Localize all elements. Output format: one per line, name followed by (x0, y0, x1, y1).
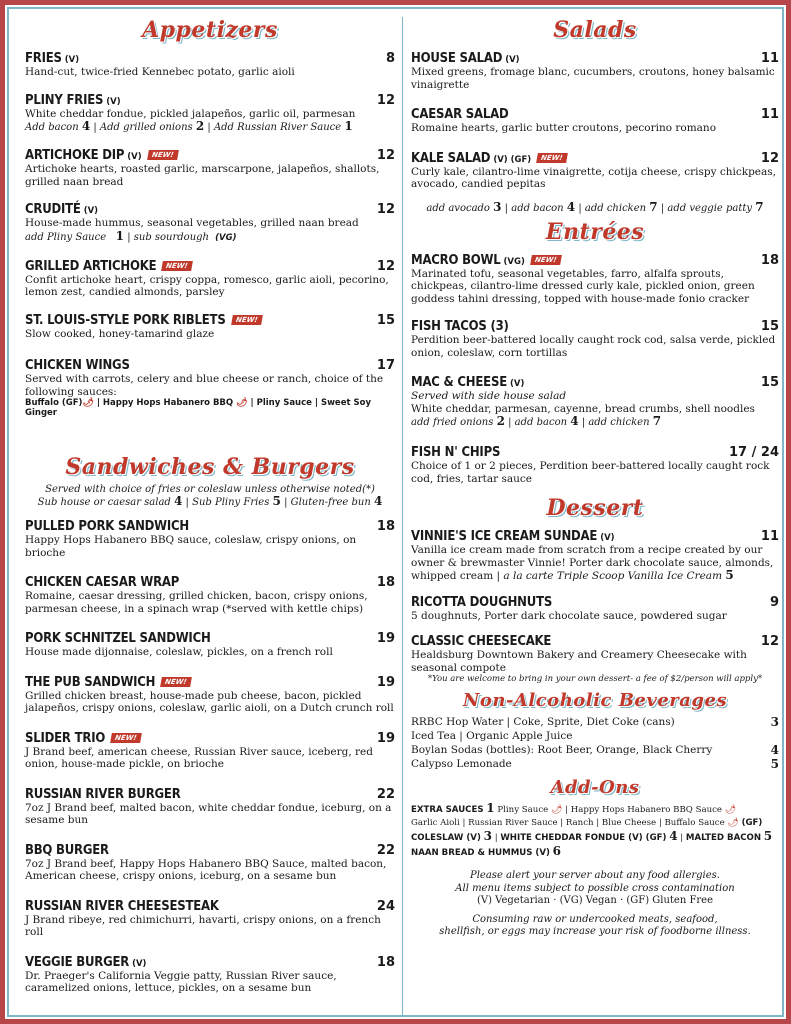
item-name: PORK SCHNITZEL SANDWICH (25, 631, 211, 646)
sauce-name: Happy Hops Habanero BBQ (102, 398, 234, 408)
addon-price: 7 (649, 199, 658, 214)
beverage-name: Iced Tea | Organic Apple Juice (411, 730, 573, 742)
addon-price: 5 (763, 829, 773, 843)
item-price: 19 (376, 631, 395, 646)
beverage-name: Boylan Sodas (bottles): Root Beer, Orange, Black Cherry (411, 744, 713, 756)
footer-line: Consuming raw or undercooked meats, seafood, (472, 913, 718, 925)
item-name: KALE SALAD (411, 150, 491, 166)
addon-label: add chicken (588, 417, 650, 428)
item-name: VEGGIE BURGER (25, 954, 130, 970)
item-name: SLIDER TRIO (25, 730, 106, 746)
item-desc: Hand-cut, twice-fried Kennebec potato, garlic aioli (25, 66, 295, 78)
item-desc: 7oz J Brand beef, malted bacon, white cheddar fondue, iceburg, on a sesame bun (25, 801, 392, 826)
addon-line: Add bacon 4 | Add grilled onions 2 | Add Russian River Sauce 1 (25, 119, 353, 133)
addon-label: add avocado (426, 202, 490, 214)
beverage-price: 4 (770, 743, 779, 757)
addon-label: WHITE CHEDDAR FONDUE (V) (GF) (500, 833, 667, 843)
beverage-name: Calypso Lemonade (411, 758, 512, 770)
chili-pepper-icon: 🌶 (724, 805, 737, 815)
item-desc: Vanilla ice cream made from scratch from a recipe created by our owner & brewmaster Vinnie! Porter dark chocolate sauce, almonds, whipped cream | a la carte Triple Scoop Vanilla Ice Cream 5 (411, 544, 774, 582)
chili-pepper-icon: 🌶 (82, 398, 94, 408)
item-price: 9 (769, 594, 779, 610)
beverage-row (411, 757, 779, 771)
item-price: 18 (376, 519, 395, 534)
item-name: FISH N' CHIPS (411, 445, 501, 460)
menu-item-cheesecake (411, 634, 779, 684)
addon-label: COLESLAW (V) (411, 833, 481, 843)
item-desc: Perdition beer-battered locally caught rock cod, salsa verde, pickled onion, coleslaw, corn tortillas (411, 334, 776, 359)
menu-item-fish-tacos (411, 319, 779, 359)
item-desc: House made dijonnaise, coleslaw, pickles, on a french roll (25, 646, 333, 658)
item-name: BBQ BURGER (25, 842, 109, 858)
diet-tag: (VG) (215, 232, 237, 243)
menu-item-crudite (25, 198, 395, 245)
addon-line: add Pliny Sauce 1 | sub sourdough (VG) (25, 228, 237, 243)
item-name: FISH TACOS (3) (411, 319, 509, 334)
item-name: CRUDITÉ (25, 202, 81, 217)
menu-item-grilled-artichoke (25, 255, 395, 299)
beverage-name: RRBC Hop Water | Coke, Sprite, Diet Coke (cans) (411, 716, 675, 728)
menu-item-sandwich (25, 951, 395, 995)
sauce-name: Pliny Sauce (256, 398, 312, 408)
diet-tag: (GF) (741, 818, 763, 828)
item-name: RUSSIAN RIVER CHEESESTEAK (25, 898, 219, 914)
sauce-list: Garlic Aioli | Russian River Sauce | Ranch | Blue Cheese | Buffalo Sauce (411, 818, 725, 828)
beverage-row (411, 743, 779, 757)
item-desc: Slow cooked, honey-tamarind glaze (25, 327, 215, 340)
new-badge: NEW! (160, 677, 191, 687)
footer-line: Please alert your server about any food allergies. (470, 870, 720, 881)
addon-label: Add grilled onions (99, 122, 193, 133)
item-name: ARTICHOKE DIP (25, 148, 125, 163)
new-badge: NEW! (231, 315, 262, 325)
menu-item-chicken-wings (25, 358, 395, 418)
new-badge: NEW! (110, 733, 141, 743)
sauce-name: Buffalo (25, 398, 59, 408)
footer-line: shellfish, or eggs may increase your risk of foodborne illness. (439, 926, 751, 937)
beverage-row (411, 715, 779, 729)
addon-price: 1 (344, 119, 353, 133)
menu-item-sandwich (25, 783, 395, 827)
item-name: VINNIE'S ICE CREAM SUNDAE (411, 529, 598, 544)
item-price: 12 (376, 148, 395, 163)
item-name: HOUSE SALAD (411, 51, 503, 66)
item-price: 24 (376, 898, 395, 914)
entrees-title: Entrées (545, 218, 645, 245)
diet-tag: (V) (83, 206, 99, 216)
item-desc: Romaine hearts, garlic butter croutons, pecorino romano (411, 122, 717, 134)
menu-item-fries (25, 47, 395, 79)
item-desc: Healdsburg Downtown Bakery and Creamery Cheesecake with seasonal compote (411, 649, 747, 674)
addon-label: EXTRA SAUCES (411, 805, 484, 815)
item-name: PLINY FRIES (25, 92, 104, 108)
addon-line: add fried onions 2 | add bacon 4 | add chicken 7 (411, 414, 662, 428)
addon-label: Add bacon (25, 122, 79, 133)
item-price: 11 (760, 107, 779, 122)
addon-price: 4 (570, 414, 579, 428)
menu-item-sundae (411, 525, 779, 583)
diet-tag: (V) (127, 152, 142, 162)
column-divider (402, 17, 403, 1017)
menu-item-house-salad (411, 47, 779, 91)
item-price: 22 (376, 786, 395, 802)
item-price: 12 (760, 150, 779, 166)
item-price: 17 / 24 (729, 445, 779, 460)
item-price: 18 (376, 575, 395, 590)
addon-price: 5 (725, 568, 734, 582)
item-price: 18 (376, 954, 395, 970)
new-badge: NEW! (530, 255, 561, 265)
diet-tag: (V) (505, 55, 520, 65)
new-badge: NEW! (147, 150, 178, 160)
item-desc: Choice of 1 or 2 pieces, Perdition beer-battered locally caught rock cod, fries, tartar sauce (411, 460, 770, 485)
addon-price: 1 (115, 228, 125, 243)
addon-price: 3 (493, 199, 502, 214)
item-price: 17 (376, 358, 395, 373)
addon-price: 1 (486, 801, 495, 815)
item-desc: Served with carrots, celery and blue cheese or ranch, choice of the following sauces: (25, 373, 384, 398)
item-name: CHICKEN WINGS (25, 358, 130, 373)
item-price: 12 (376, 202, 395, 217)
sub-price: 5 (272, 494, 281, 508)
item-name: CLASSIC CHEESECAKE (411, 634, 552, 649)
diet-tag: (GF) (61, 398, 83, 408)
item-name: THE PUB SANDWICH (25, 674, 156, 690)
sub-price: 4 (373, 494, 383, 508)
addons-title: Add-Ons (550, 777, 640, 798)
item-desc: House-made hummus, seasonal vegetables, grilled naan bread (25, 217, 359, 229)
menu-item-caesar-salad (411, 107, 779, 135)
item-price: 8 (385, 51, 395, 66)
chili-pepper-icon: 🌶 (236, 398, 248, 408)
item-desc: J Brand ribeye, red chimichurri, havarti, crispy onions, on a french roll (25, 913, 381, 938)
addon-price: 4 (81, 119, 91, 133)
sub-label: Sub Pliny Fries (192, 497, 270, 508)
item-price: 19 (376, 674, 395, 690)
menu-item-sandwich (25, 727, 395, 771)
item-subtitle: Served with side house salad (411, 390, 567, 402)
addon-price: 2 (496, 414, 505, 428)
sandwiches-title: Sandwiches & Burgers (65, 454, 355, 480)
sandwich-subs: Sub house or caesar salad 4 | Sub Pliny Fries 5 | Gluten-free bun 4 (37, 494, 383, 508)
addon-price: 4 (566, 199, 576, 214)
diet-tag: (VG) (503, 256, 525, 267)
item-name: RICOTTA DOUGHNUTS (411, 594, 553, 610)
footer-line: All menu items subject to possible cross contamination (455, 882, 735, 894)
addons-list: EXTRA SAUCES 1 Pliny Sauce 🌶 | Happy Hops Habanero BBQ Sauce 🌶 Garlic Aioli | Russian River Sauce | Ranch | Blue Cheese | Buffalo Sauce 🌶 (GF) COLESLAW (V) 3 | WHITE CHEDDAR FONDUE (V) (GF) 4 | MALTED BACON 5 NAAN BREAD & HUMMUS (V) 6 (411, 801, 773, 858)
menu-item-fish-chips (411, 445, 779, 485)
item-name: GRILLED ARTICHOKE (25, 258, 157, 274)
addon-label: MALTED BACON (685, 833, 762, 843)
item-desc: Confit artichoke heart, crispy coppa, romesco, garlic aioli, pecorino, lemon zest, candied almonds, parsley (25, 273, 389, 298)
addon-label: a la carte Triple Scoop Vanilla Ice Cream (503, 570, 723, 582)
menu-item-macro-bowl (411, 249, 779, 306)
menu-item-sandwich (25, 839, 395, 883)
beverage-price: 3 (770, 715, 779, 729)
item-name: ST. LOUIS-STYLE PORK RIBLETS (25, 312, 226, 328)
item-name: CHICKEN CAESAR WRAP (25, 575, 180, 590)
item-price: 15 (760, 375, 779, 390)
allergy-footer (411, 870, 779, 939)
item-desc: White cheddar fondue, pickled jalapeños, garlic oil, parmesan (25, 107, 356, 120)
addon-price: 3 (483, 829, 492, 843)
item-name: PULLED PORK SANDWICH (25, 519, 189, 534)
addon-label: add fried onions (411, 417, 494, 428)
appetizers-title: Appetizers (142, 17, 278, 43)
chili-pepper-icon: 🌶 (727, 818, 739, 828)
addon-label: NAAN BREAD & HUMMUS (V) (411, 848, 550, 858)
addon-price: 4 (669, 829, 678, 843)
menu-item-artichoke-dip (25, 144, 395, 188)
salads-title: Salads (553, 17, 637, 43)
item-price: 15 (760, 319, 779, 334)
item-name: RUSSIAN RIVER BURGER (25, 786, 181, 802)
menu-item-riblets (25, 309, 395, 341)
diet-tag: (V) (132, 958, 147, 969)
item-name: MACRO BOWL (411, 252, 501, 268)
item-name: FRIES (25, 51, 62, 66)
dessert-note: *You are welcome to bring in your own dessert- a fee of $2/person will apply* (427, 674, 763, 684)
item-price: 18 (760, 252, 779, 268)
addon-price: 2 (195, 119, 205, 133)
item-price: 12 (376, 92, 395, 108)
diet-tag: (V) (600, 533, 615, 543)
beverage-row (411, 729, 779, 743)
diet-legend: (V) Vegetarian · (VG) Vegan · (GF) Gluten Free (476, 895, 714, 906)
menu-item-kale-salad (411, 147, 779, 191)
item-desc: Curly kale, cilantro-lime vinaigrette, cotija cheese, crispy chickpeas, avocado, candied pepitas (411, 165, 777, 190)
addon-label: sub sourdough (133, 231, 209, 243)
new-badge: NEW! (162, 261, 193, 271)
diet-tag: (V) (64, 55, 80, 65)
sauce-list: Buffalo (GF)🌶 | Happy Hops Habanero BBQ 🌶 | Pliny Sauce | Sweet Soy Ginger (25, 398, 371, 418)
item-desc: White cheddar, parmesan, cayenne, bread crumbs, shell noodles (411, 402, 755, 415)
addon-label: add chicken (584, 202, 647, 214)
addon-label: add bacon (514, 417, 568, 428)
item-price: 11 (760, 51, 779, 66)
item-desc: Artichoke hearts, roasted garlic, marscarpone, jalapeños, shallots, grilled naan bread (25, 163, 380, 188)
addon-label: add bacon (511, 202, 564, 214)
sauce-name: Pliny Sauce (497, 805, 549, 815)
new-badge: NEW! (536, 153, 567, 163)
addon-label: add veggie patty (667, 202, 753, 214)
beverages-title: Non-Alcoholic Beverages (462, 690, 728, 711)
item-desc: Romaine, caesar dressing, grilled chicken, bacon, crispy onions, parmesan cheese, in a spinach wrap (*served with kettle chips) (25, 590, 368, 615)
right-column (411, 15, 779, 939)
item-price: 12 (376, 258, 395, 274)
item-desc: 5 doughnuts, Porter dark chocolate sauce, powdered sugar (411, 609, 727, 622)
addon-price: 7 (755, 199, 764, 214)
beverage-list (411, 715, 779, 771)
addon-label: Add Russian River Sauce (213, 122, 342, 133)
item-desc: Marinated tofu, seasonal vegetables, farro, alfalfa sprouts, chickpeas, cilantro-lime dressed curly kale, pickled onion, green goddess tahini dressing, topped with house-made fonio cracker (411, 267, 755, 305)
addon-price: 7 (652, 414, 662, 428)
diet-tag: (V) (GF) (493, 154, 532, 165)
sub-label: Sub house or caesar salad (37, 497, 171, 508)
item-desc: Dr. Praeger's California Veggie patty, Russian River sauce, caramelized onions, lettuce, pickles, on a sesame bun (25, 969, 337, 994)
chili-pepper-icon: 🌶 (550, 805, 563, 815)
sub-price: 4 (174, 494, 183, 508)
item-price: 12 (760, 634, 779, 649)
left-column (25, 15, 395, 1007)
sub-label: Gluten-free bun (290, 497, 371, 508)
item-desc-text: Vanilla ice cream made from scratch from a recipe created by our owner & brewmaster Vinnie! Porter dark chocolate sauce, almonds, whipped cream (411, 544, 774, 582)
sauce-name: Happy Hops Habanero BBQ Sauce (570, 805, 723, 815)
item-name: MAC & CHEESE (411, 375, 507, 390)
sandwich-note: Served with choice of fries or coleslaw unless otherwise noted(*) (45, 484, 375, 495)
menu-item-sandwich (25, 895, 395, 939)
salad-addons: add avocado 3 | add bacon 4 | add chicken 7 | add veggie patty 7 (426, 199, 764, 214)
dessert-title: Dessert (546, 495, 644, 521)
item-desc: 7oz J Brand beef, Happy Hops Habanero BBQ Sauce, malted bacon, American cheese, crispy onions, iceburg, on a sesame bun (25, 857, 387, 882)
item-price: 19 (376, 730, 395, 746)
diet-tag: (V) (106, 96, 121, 107)
menu-item-sandwich (25, 571, 395, 615)
item-desc: Happy Hops Habanero BBQ sauce, coleslaw, crispy onions, on brioche (25, 534, 357, 559)
item-price: 15 (376, 312, 395, 328)
item-price: 22 (376, 842, 395, 858)
menu-item-mac-cheese (411, 371, 779, 429)
sauce-name: Sweet Soy Ginger (25, 398, 371, 418)
menu-item-doughnuts (411, 595, 779, 623)
item-name: CAESAR SALAD (411, 107, 509, 122)
item-price: 11 (760, 529, 779, 544)
menu-item-sandwich (25, 671, 395, 715)
sandwich-list (25, 515, 395, 995)
item-desc: J Brand beef, american cheese, Russian River sauce, iceberg, red onion, house-made pickle, on brioche (25, 745, 373, 770)
menu-item-pliny-fries (25, 89, 395, 135)
beverage-price: 5 (770, 757, 779, 771)
menu-item-sandwich (25, 627, 395, 659)
addon-label: add Pliny Sauce (25, 231, 107, 243)
item-desc: Mixed greens, fromage blanc, cucumbers, croutons, honey balsamic vinaigrette (411, 66, 775, 91)
addon-price: 6 (552, 844, 562, 858)
item-desc: Grilled chicken breast, house-made pub cheese, bacon, pickled jalapeños, crispy onions, coleslaw, garlic aioli, on a Dutch crunch roll (25, 689, 394, 714)
menu-item-sandwich (25, 515, 395, 559)
diet-tag: (V) (509, 379, 525, 389)
